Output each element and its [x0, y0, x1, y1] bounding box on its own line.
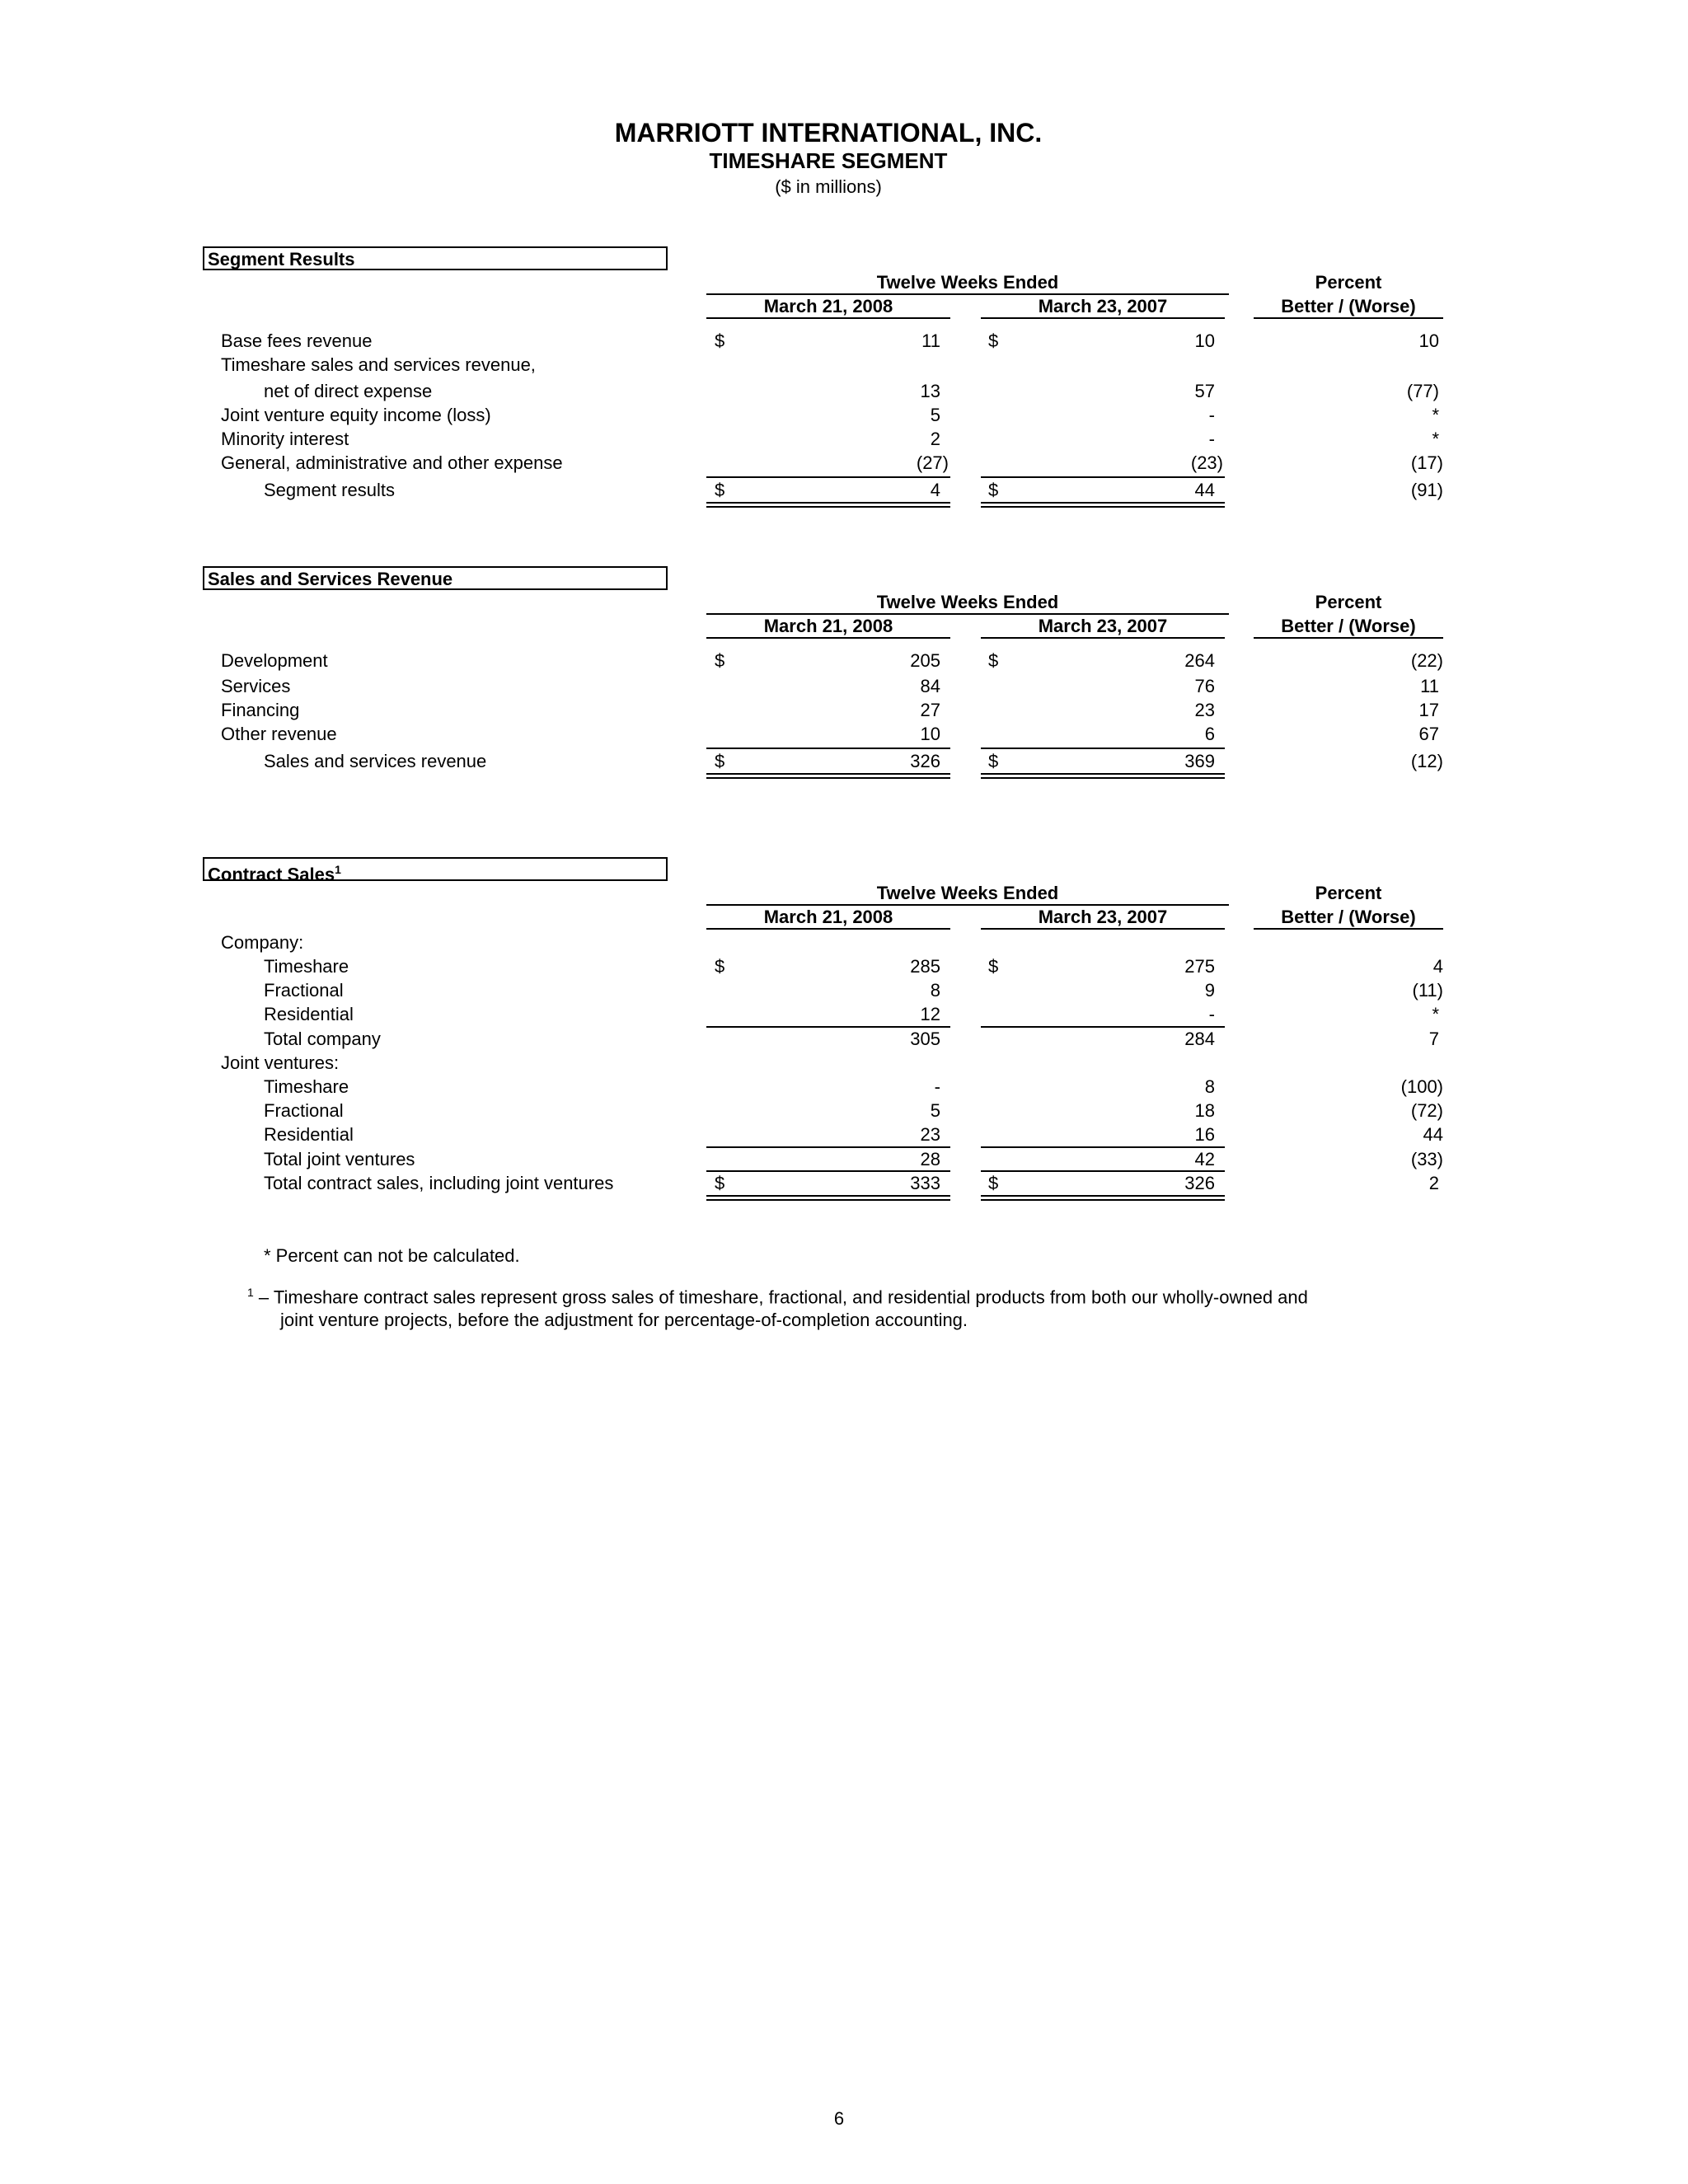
row-label: Other revenue: [221, 724, 337, 744]
value-2007: 76: [1194, 676, 1215, 696]
value-percent: (33): [1410, 1149, 1443, 1169]
dollar-sign: $: [715, 480, 725, 500]
value-2008: 326: [910, 751, 940, 771]
dollar-sign: $: [715, 1173, 725, 1193]
table-row: [0, 1122, 1688, 1146]
table-row: [0, 1099, 1688, 1122]
row-label: Fractional: [264, 980, 344, 1001]
value-2008: 285: [910, 956, 940, 977]
footnote-one-text: – Timeshare contract sales represent gross sales of timeshare, fractional, and residential products from both our wholly-owned and: [258, 1286, 1308, 1308]
units-note: ($ in millions): [775, 176, 882, 197]
period-header: Twelve Weeks Ended: [706, 592, 1229, 615]
dollar-sign: $: [715, 956, 725, 977]
period-header: Twelve Weeks Ended: [706, 272, 1229, 295]
table-row: [0, 674, 1688, 698]
value-2008: 333: [910, 1173, 940, 1193]
total-double-rule: [981, 773, 1225, 779]
value-2008: 28: [920, 1149, 940, 1169]
footnote-one-line2: joint venture projects, before the adjustment for percentage-of-completion accounting.: [280, 1310, 968, 1330]
value-percent: *: [1432, 1004, 1439, 1024]
row-label: Total contract sales, including joint ventures: [264, 1173, 614, 1193]
value-2008: 5: [930, 405, 940, 425]
table-row: [0, 1051, 1688, 1075]
value-percent: 44: [1423, 1124, 1443, 1145]
value-2008: -: [934, 1076, 940, 1097]
dollar-sign: $: [988, 956, 999, 977]
percent-header: Percent: [1315, 592, 1382, 612]
total-double-rule: [706, 502, 950, 508]
footnote-marker: 1: [335, 863, 341, 876]
row-label: Residential: [264, 1004, 354, 1024]
table-row: [0, 1027, 1688, 1051]
row-label: Fractional: [264, 1100, 344, 1121]
value-2008: 23: [920, 1124, 940, 1145]
value-percent: 11: [1420, 676, 1439, 696]
table-row: [0, 1171, 1688, 1195]
row-label: Financing: [221, 700, 300, 720]
value-percent: 67: [1418, 724, 1439, 744]
footnote-one-line1: [247, 1286, 1308, 1308]
total-double-rule: [706, 773, 950, 779]
value-2007: 16: [1194, 1124, 1215, 1145]
table-row: [0, 978, 1688, 1002]
dollar-sign: $: [988, 650, 999, 671]
row-label: Minority interest: [221, 429, 349, 449]
value-percent: (12): [1410, 751, 1443, 771]
value-percent: *: [1432, 429, 1439, 449]
value-percent: 7: [1428, 1029, 1439, 1049]
table-row: [0, 1147, 1688, 1171]
value-2007: 57: [1194, 381, 1215, 401]
percent-header: Percent: [1315, 883, 1382, 903]
table-row: [0, 722, 1688, 746]
table-row: [0, 1075, 1688, 1099]
value-2007: -: [1208, 429, 1215, 449]
segment-results-title: Segment Results: [203, 246, 668, 270]
segment-title: TIMESHARE SEGMENT: [709, 148, 948, 173]
value-2008: 2: [930, 429, 940, 449]
row-label: Residential: [264, 1124, 354, 1145]
value-2007: 44: [1194, 480, 1215, 500]
percent-header: Percent: [1315, 272, 1382, 293]
value-percent: (11): [1412, 980, 1443, 1001]
value-percent: 4: [1432, 956, 1443, 977]
value-2007: 326: [1184, 1173, 1215, 1193]
value-2007: 9: [1204, 980, 1215, 1001]
value-2008: 13: [920, 381, 940, 401]
value-2007: 284: [1184, 1029, 1215, 1049]
date2-header: March 23, 2007: [981, 296, 1225, 319]
table-row: [0, 478, 1688, 502]
better-worse-header: Better / (Worse): [1254, 296, 1443, 319]
dollar-sign: $: [988, 751, 999, 771]
table-row: [0, 379, 1688, 403]
value-2008: 27: [920, 700, 940, 720]
row-label: Joint ventures:: [221, 1052, 340, 1073]
row-label: Timeshare: [264, 1076, 349, 1097]
value-percent: 2: [1428, 1173, 1439, 1193]
row-label: Services: [221, 676, 291, 696]
row-label: Total company: [264, 1029, 381, 1049]
row-label: Total joint ventures: [264, 1149, 415, 1169]
value-2007: 369: [1184, 751, 1215, 771]
date1-header: March 21, 2008: [706, 616, 950, 639]
value-2007: 42: [1194, 1149, 1215, 1169]
sales-services-title: Sales and Services Revenue: [203, 566, 668, 590]
value-2008: 84: [920, 676, 940, 696]
dollar-sign: $: [715, 330, 725, 351]
value-percent: (100): [1400, 1076, 1443, 1097]
page-number: 6: [833, 2108, 845, 2129]
value-2008: 5: [930, 1100, 940, 1121]
date1-header: March 21, 2008: [706, 296, 950, 319]
table-row: [0, 930, 1688, 954]
row-label: Sales and services revenue: [264, 751, 487, 771]
contract-sales-title-text: Contract Sales: [208, 864, 335, 885]
value-percent: (17): [1410, 452, 1443, 473]
value-2007: 6: [1204, 724, 1215, 744]
footnote-star: * Percent can not be calculated.: [264, 1245, 520, 1266]
value-percent: (22): [1410, 650, 1443, 671]
dollar-sign: $: [715, 650, 725, 671]
table-row: [0, 1002, 1688, 1026]
value-2008: (27): [916, 452, 949, 473]
value-2007: -: [1208, 405, 1215, 425]
table-row: [0, 353, 1688, 377]
dollar-sign: $: [988, 480, 999, 500]
row-label: Company:: [221, 932, 304, 953]
table-row: [0, 451, 1688, 475]
period-header: Twelve Weeks Ended: [706, 883, 1229, 906]
row-label: Timeshare: [264, 956, 349, 977]
value-2007: -: [1208, 1004, 1215, 1024]
value-2008: 11: [921, 330, 940, 351]
company-name: MARRIOTT INTERNATIONAL, INC.: [614, 118, 1043, 148]
dollar-sign: $: [715, 751, 725, 771]
value-2008: 305: [910, 1029, 940, 1049]
row-label: Timeshare sales and services revenue,: [221, 354, 536, 375]
value-2007: 10: [1194, 330, 1215, 351]
total-double-rule: [981, 1195, 1225, 1201]
value-2007: 275: [1184, 956, 1215, 977]
total-double-rule: [981, 502, 1225, 508]
row-label: General, administrative and other expense: [221, 452, 563, 473]
dollar-sign: $: [988, 330, 999, 351]
total-double-rule: [706, 1195, 950, 1201]
row-label: Base fees revenue: [221, 330, 373, 351]
value-2008: 10: [920, 724, 940, 744]
value-2007: (23): [1190, 452, 1223, 473]
better-worse-header: Better / (Worse): [1254, 907, 1443, 930]
row-label: Joint venture equity income (loss): [221, 405, 491, 425]
table-row: [0, 427, 1688, 451]
value-2007: 8: [1204, 1076, 1215, 1097]
value-percent: (77): [1406, 381, 1439, 401]
date2-header: March 23, 2007: [981, 907, 1225, 930]
date1-header: March 21, 2008: [706, 907, 950, 930]
value-2008: 12: [920, 1004, 940, 1024]
row-label: Segment results: [264, 480, 395, 500]
value-percent: 10: [1418, 330, 1439, 351]
table-row: [0, 749, 1688, 773]
table-row: [0, 329, 1688, 353]
date2-header: March 23, 2007: [981, 616, 1225, 639]
footnote-marker: 1: [247, 1286, 254, 1299]
value-2008: 8: [930, 980, 940, 1001]
row-label: Development: [221, 650, 328, 671]
value-percent: *: [1432, 405, 1439, 425]
value-percent: (91): [1410, 480, 1443, 500]
table-row: [0, 403, 1688, 427]
value-2007: 18: [1194, 1100, 1215, 1121]
table-row: [0, 954, 1688, 978]
value-2008: 4: [930, 480, 940, 500]
value-2007: 264: [1184, 650, 1215, 671]
contract-sales-title: [203, 857, 668, 885]
value-percent: 17: [1418, 700, 1439, 720]
value-percent: (72): [1410, 1100, 1443, 1121]
row-label: net of direct expense: [264, 381, 433, 401]
value-2008: 205: [910, 650, 940, 671]
table-row: [0, 649, 1688, 673]
dollar-sign: $: [988, 1173, 999, 1193]
better-worse-header: Better / (Worse): [1254, 616, 1443, 639]
value-2007: 23: [1194, 700, 1215, 720]
table-row: [0, 698, 1688, 722]
